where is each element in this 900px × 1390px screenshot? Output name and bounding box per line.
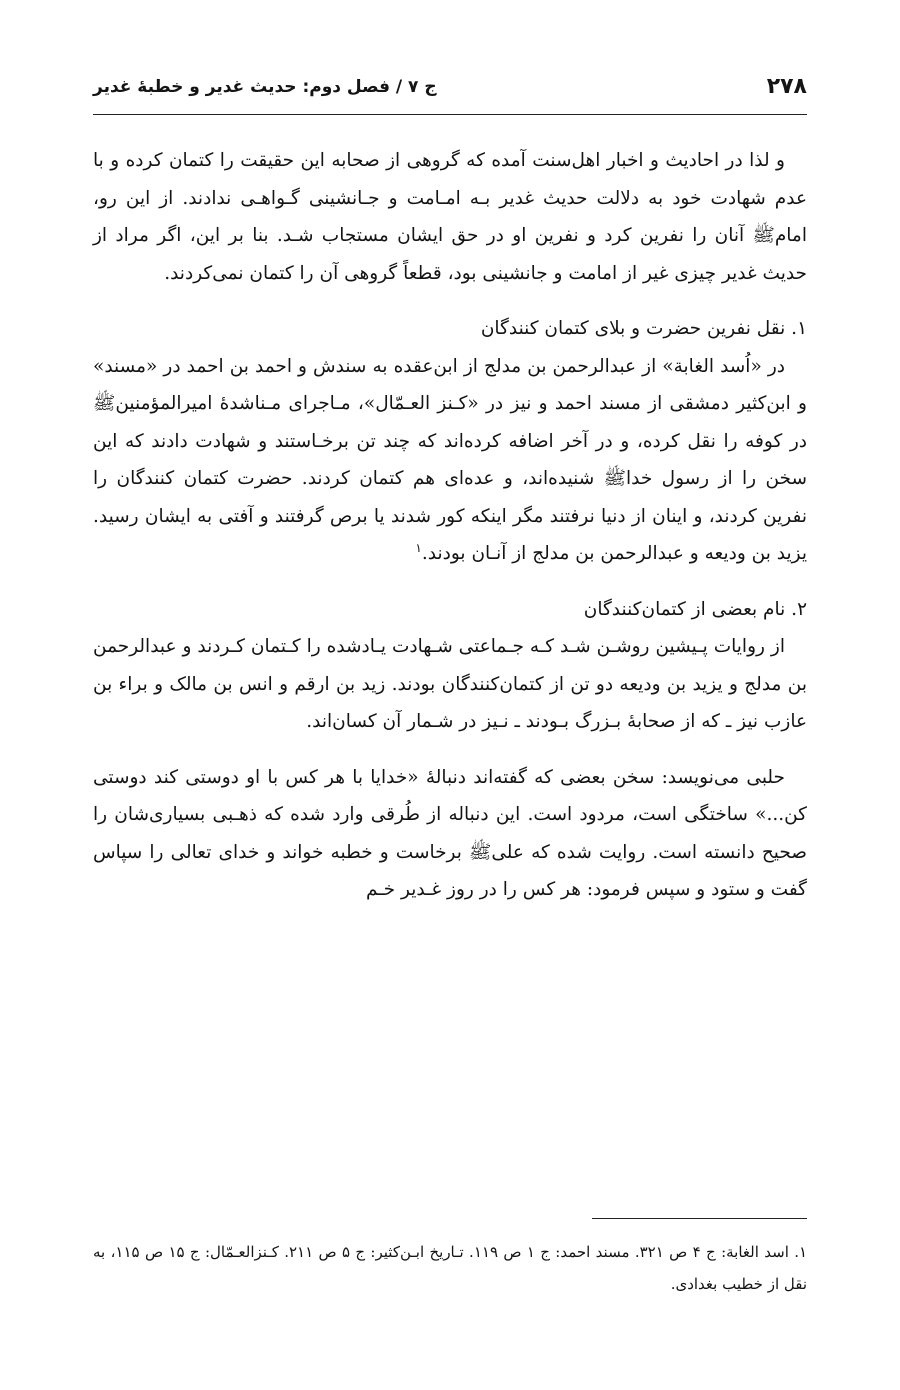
section-heading: ۱. نقل نفرین حضرت و بلای کتمان کنندگان — [480, 318, 807, 339]
paragraph: حلبی می‌نویسد: سخن بعضی که گفته‌اند دنبالهٔ «خدایا با هر کس با او دوستی کند دوستی کن...» ساختگی است، مردود است. این دنباله از طُرقی وارد شده که ذهـبی بسیاری‌شان را صحیح دانسته است. روایت شده که علیﷺ برخاست و خطبه خواند و خدای تعالی را سپاس گفت و ستود و سپس فرمود: هر کس را در روز غـدیر خـم — [93, 766, 807, 900]
section-heading: ۲. نام بعضی از کتمان‌کنندگان — [583, 598, 807, 620]
paragraph-text: در «اُسد الغابة» از عبدالرحمن بن مدلج از ابن‌عقده به سندش و احمد بن احمد در «مسند» و ابن‌کثیر دمشقی از مسند احمد و نیز در «کـنز العـمّال»، مـاجرای مـناشدهٔ امیرالمؤمنینﷺ در کوفه را نقل کرده، و در آخر اضافه کرده‌اند که چند تن برخـاستند و شهادت دادند که این سخن را از رسول خداﷺ شنیده‌اند، و عده‌ای هم کتمان کردند. حضرت کتمان کنندگان را نفرین کردند، و اینان از دنیا نرفتند مگر اینکه کور شدند یا برص گرفتند و آفتی به ایشان رسید. یزید بن ودیعه و عبدالرحمن بن مدلج از آنـان بودند. — [93, 355, 807, 564]
footnote-divider — [592, 1218, 807, 1219]
footnote-ref[interactable]: ۱ — [415, 540, 422, 555]
paragraph: از روایات پـیشین روشـن شـد کـه جـماعتی شـهادت یـادشده را کـتمان کـردند و عبدالرحمن بن مدلج و یزید بن ودیعه دو تن از کتمان‌کنندگان بودند. زید بن ارقم و انس بن مالک و براء بن عازب نیز ـ که از صحابهٔ بـزرگ بـودند ـ نـیز در شـمار آن کسان‌اند. — [93, 636, 807, 732]
footnote-item: ۱. اسد الغابة: ج ۴ ص ۳۲۱. مسند احمد: ج ۱ ص ۱۱۹. تـاریخ ابـن‌کثیر: ج ۵ ص ۲۱۱. کـنزالعـمّال: ج ۱۵ ص ۱۱۵، به نقل از خطیب بغدادی. — [93, 1243, 808, 1293]
main-text — [93, 142, 807, 909]
footnotes — [93, 1236, 807, 1300]
running-title: ج ۷ / فصل دوم: حدیث غدیر و خطبهٔ غدیر — [93, 77, 437, 97]
page-header — [93, 74, 807, 115]
page-number: ۲۷۸ — [766, 74, 807, 99]
paragraph — [93, 348, 807, 573]
paragraph: و لذا در احادیث و اخبار اهل‌سنت آمده که گروهی از صحابه این حقیقت را کتمان کرده و با عدم شهادت خود به دلالت حدیث غدیر بـه امـامت و جـانشینی گـواهـی ندادند. از این رو، امامﷺ آنان را نفرین کرد و نفرین او در حق ایشان مستجاب شـد. بنا بر این، اگر مراد از حدیث غدیر چیزی غیر از امامت و جانشینی بود، قطعاً گروهی آن را کتمان نمی‌کردند. — [93, 150, 807, 284]
